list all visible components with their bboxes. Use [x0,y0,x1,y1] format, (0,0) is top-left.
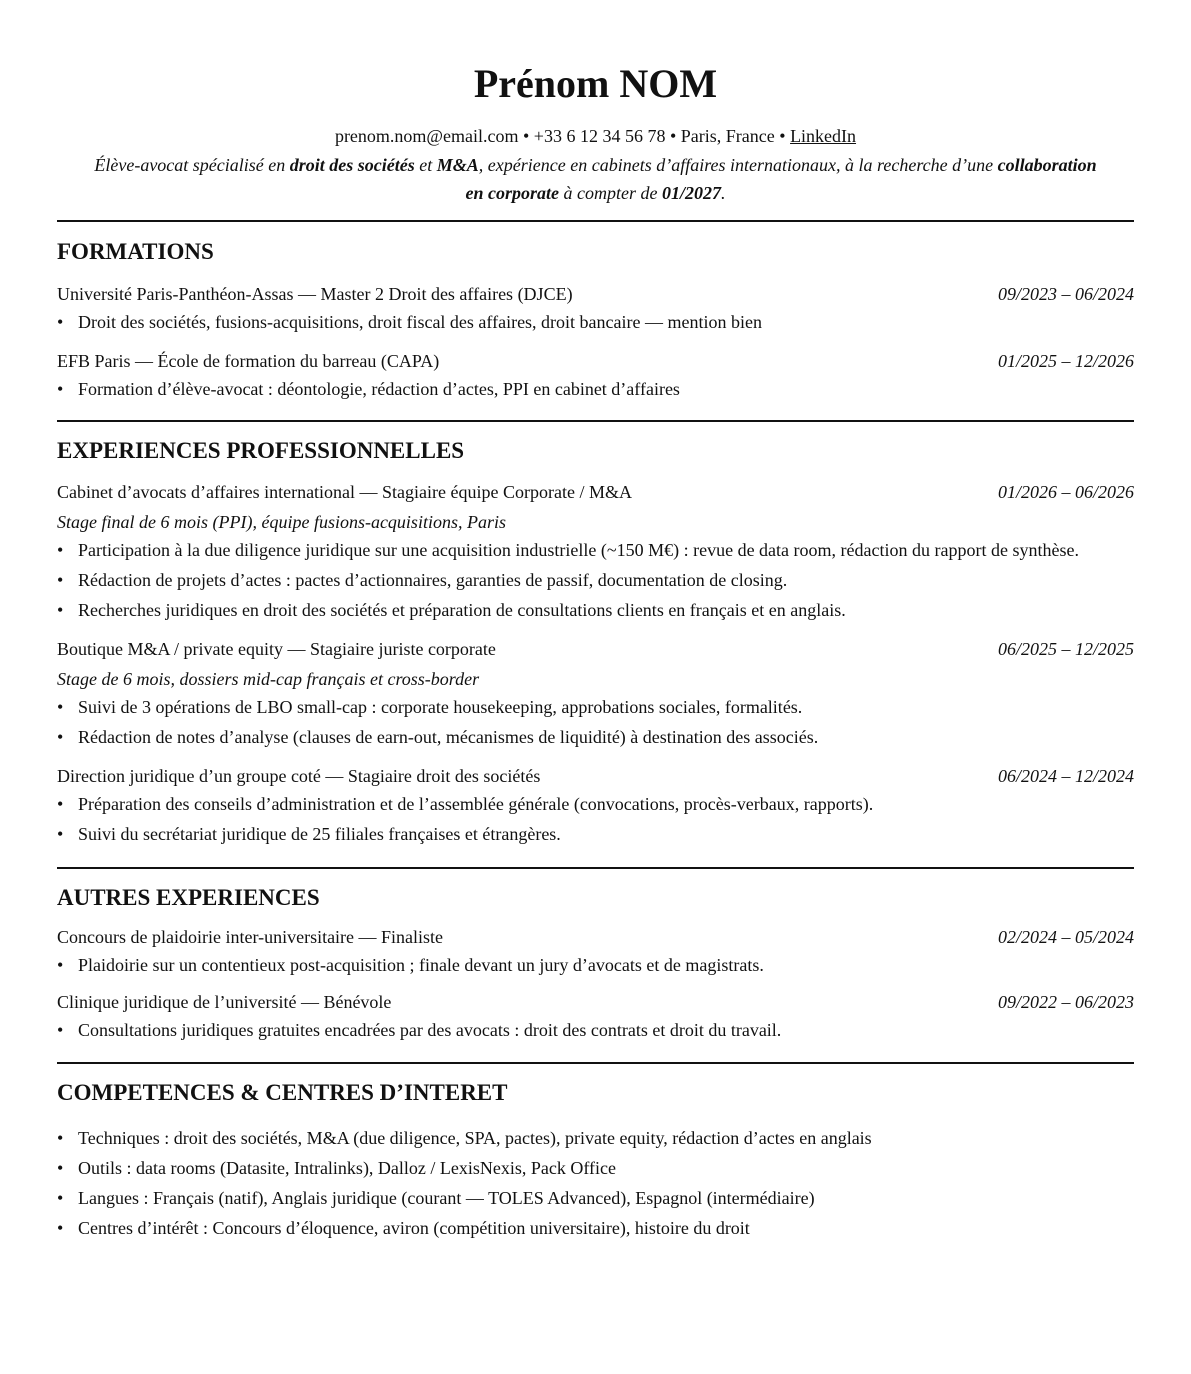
section-title-formations: FORMATIONS [57,239,214,264]
section-divider [57,220,1134,222]
summary-text: à compter de [559,183,662,203]
education-entry [57,349,1134,403]
bullet-list [57,790,1134,848]
entry-subtitle: Stage de 6 mois, dossiers mid-cap français et cross-border [57,669,480,689]
bullet-list [57,951,1134,979]
entry-subtitle: Stage final de 6 mois (PPI), équipe fusions-acquisitions, Paris [57,512,506,532]
summary-text: Élève-avocat spécialisé en [94,155,290,175]
entry-title: Université Paris-Panthéon-Assas — Master 2 Droit des affaires (DJCE) [57,284,573,304]
entry-header [57,764,1134,788]
section-divider [57,420,1134,422]
experience-entry [57,480,1134,624]
contact-separator: • [665,126,681,146]
other-experience-entry [57,990,1134,1044]
summary-bold: droit des sociétés [289,155,415,175]
skill-item: • Outils : data rooms (Datasite, Intralinks), Dalloz / LexisNexis, Pack Office [57,1154,1134,1182]
bullet-item: • Suivi de 3 opérations de LBO small-cap : corporate housekeeping, approbations sociales, formalités. [57,693,1134,721]
profile-summary [57,151,1134,207]
other-experience-entry [57,925,1134,979]
contact-phone: +33 6 12 34 56 78 [533,126,666,146]
skill-item: • Centres d’intérêt : Concours d’éloquence, aviron (compétition universitaire), histoire du droit [57,1214,1134,1242]
section-divider [57,1062,1134,1064]
bullet-item: • Rédaction de projets d’actes : pactes d’actionnaires, garanties de passif, documentation de closing. [57,566,1134,594]
contact-line [57,124,1134,148]
entry-dates: 06/2024 – 12/2024 [997,766,1134,786]
skills-list [57,1124,1134,1242]
education-entry [57,282,1134,336]
entry-header [57,637,1134,661]
entry-header [57,480,1134,504]
entry-title: Concours de plaidoirie inter-universitaire — Finaliste [57,927,444,947]
summary-bold: 01/2027 [661,183,721,203]
entry-title: Clinique juridique de l’université — Bénévole [57,992,392,1012]
contact-separator: • [518,126,534,146]
entry-dates: 01/2026 – 06/2026 [997,482,1134,502]
entry-header [57,349,1134,373]
bullet-item: • Rédaction de notes d’analyse (clauses de earn-out, mécanismes de liquidité) à destination des associés. [57,723,1134,751]
linkedin-link[interactable]: LinkedIn [790,126,857,146]
section-divider [57,867,1134,869]
entry-title: Boutique M&A / private equity — Stagiaire juriste corporate [57,639,496,659]
summary-bold: collaboration en corporate [465,155,1097,203]
summary-text: . [721,183,726,203]
entry-header [57,990,1134,1014]
bullet-item: • Formation d’élève-avocat : déontologie, rédaction d’actes, PPI en cabinet d’affaires [57,375,1134,403]
experience-entry [57,637,1134,751]
skill-item: • Techniques : droit des sociétés, M&A (due diligence, SPA, pactes), private equity, rédaction d’actes en anglais [57,1124,1134,1152]
experience-entry [57,764,1134,848]
contact-email[interactable]: prenom.nom@email.com [334,126,519,146]
bullet-item: • Consultations juridiques gratuites encadrées par des avocats : droit des contrats et droit du travail. [57,1016,1134,1044]
entry-title: EFB Paris — École de formation du barreau (CAPA) [57,351,440,371]
summary-text: , expérience en cabinets d’affaires internationaux, à la recherche d’une [478,155,998,175]
skill-item: • Langues : Français (natif), Anglais juridique (courant — TOLES Advanced), Espagnol (intermédiaire) [57,1184,1134,1212]
bullet-list [57,536,1134,624]
bullet-list [57,308,1134,336]
entry-title: Direction juridique d’un groupe coté — Stagiaire droit des sociétés [57,766,541,786]
entry-title: Cabinet d’avocats d’affaires international — Stagiaire équipe Corporate / M&A [57,482,632,502]
section-title-competences: COMPETENCES & CENTRES D’INTERET [57,1080,508,1105]
summary-text: et [414,155,437,175]
contact-location: Paris, France [680,126,775,146]
bullet-item: • Participation à la due diligence juridique sur une acquisition industrielle (~150 M€) : revue de data room, rédaction du rapport de synthèse. [57,536,1134,564]
bullet-item: • Suivi du secrétariat juridique de 25 filiales françaises et étrangères. [57,820,1134,848]
entry-dates: 02/2024 – 05/2024 [997,927,1134,947]
entry-dates: 09/2023 – 06/2024 [997,284,1134,304]
bullet-item: • Plaidoirie sur un contentieux post-acquisition ; finale devant un jury d’avocats et de magistrats. [57,951,1134,979]
bullet-item: • Recherches juridiques en droit des sociétés et préparation de consultations clients en français et en anglais. [57,596,1134,624]
section-title-experiences: EXPERIENCES PROFESSIONNELLES [57,438,465,463]
bullet-item: • Droit des sociétés, fusions-acquisitions, droit fiscal des affaires, droit bancaire — mention bien [57,308,1134,336]
section-title-autres: AUTRES EXPERIENCES [57,885,320,910]
contact-separator: • [774,126,791,146]
entry-dates: 06/2025 – 12/2025 [997,639,1134,659]
entry-dates: 01/2025 – 12/2026 [997,351,1134,371]
bullet-item: • Préparation des conseils d’administration et de l’assemblée générale (convocations, procès-verbaux, rapports). [57,790,1134,818]
bullet-list [57,1016,1134,1044]
bullet-list [57,375,1134,403]
summary-bold: M&A [436,155,479,175]
entry-header [57,925,1134,949]
bullet-list [57,693,1134,751]
entry-dates: 09/2022 – 06/2023 [997,992,1134,1012]
resume-page [57,0,1134,1242]
entry-header [57,282,1134,306]
candidate-name: Prénom NOM [473,61,718,106]
